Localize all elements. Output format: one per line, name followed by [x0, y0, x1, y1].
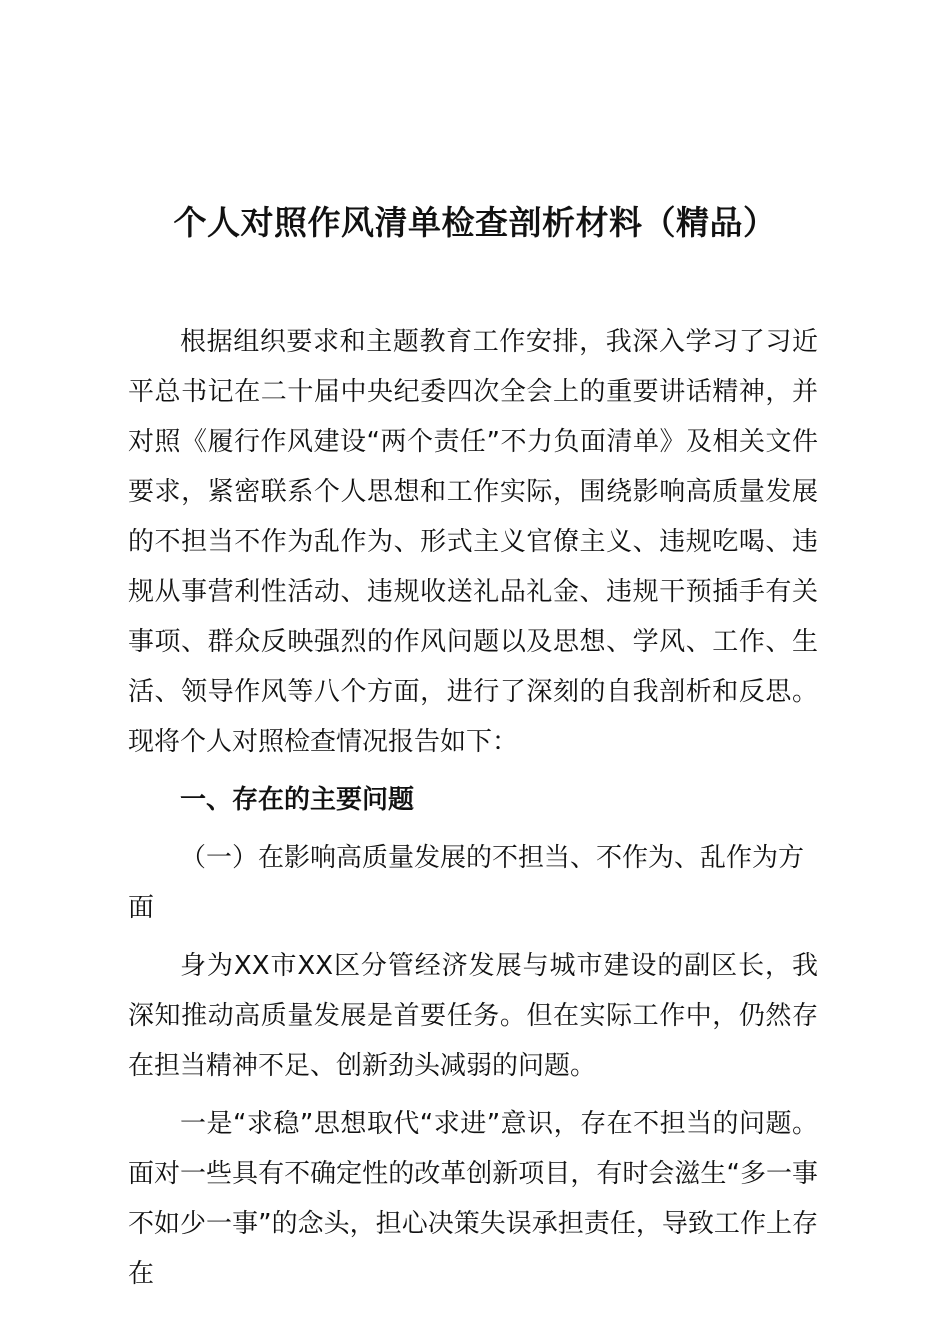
intro-paragraph: 根据组织要求和主题教育工作安排，我深入学习了习近平总书记在二十届中央纪委四次全会上的重要讲话精神，并对照《履行作风建设“两个责任”不力负面清单》及相关文件要求，紧密联系个人思想和工作实际，围绕影响高质量发展的不担当不作为乱作为、形式主义官僚主义、违规吃喝、违规从事营利性活动、违规收送礼品礼金、违规干预插手有关事项、群众反映强烈的作风问题以及思想、学风、工作、生活、领导作风等八个方面，进行了深刻的自我剖析和反思。现将个人对照检查情况报告如下：: [128, 327, 818, 757]
body-paragraph-3: 一是“求稳”思想取代“求进”意识，存在不担当的问题。面对一些具有不确定性的改革创新项目，有时会滋生“多一事不如少一事”的念头，担心决策失误承担责任，导致工作上存在: [128, 1109, 818, 1289]
document-title: 个人对照作风清单检查剖析材料（精品）: [173, 203, 777, 242]
section-heading: 一、存在的主要问题: [180, 785, 415, 815]
subsection-heading: （一）在影响高质量发展的不担当、不作为、乱作为方面: [128, 843, 805, 923]
document-body: [128, 317, 818, 1299]
body-paragraph-2: 身为XX市XX区分管经济发展与城市建设的副区长，我深知推动高质量发展是首要任务。但在实际工作中，仍然存在担当精神不足、创新劲头减弱的问题。: [128, 951, 818, 1081]
